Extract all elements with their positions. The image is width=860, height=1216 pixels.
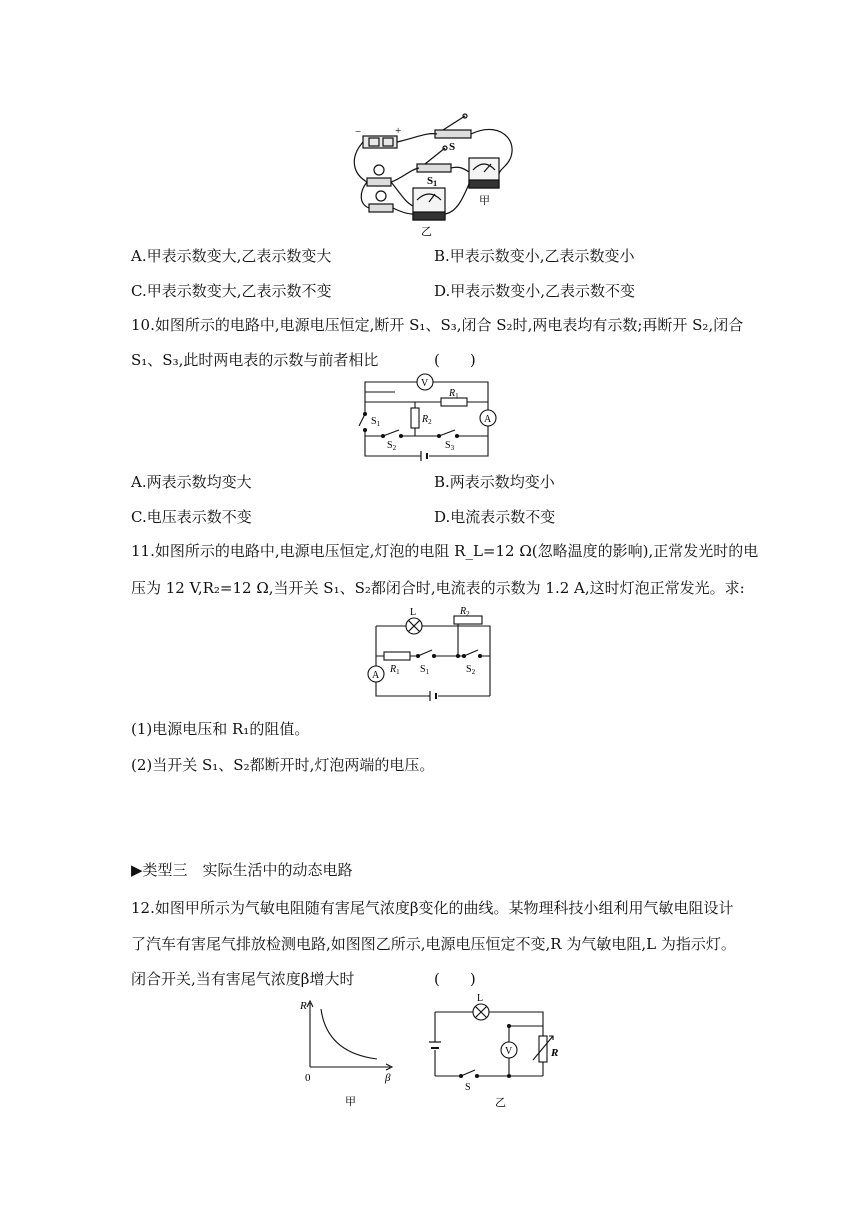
svg-text:R2 [421,414,432,426]
q12-stem-line1: 12.如图甲所示为气敏电阻随有害尾气浓度β变化的曲线。某物理科技小组利用气敏电阻设计 [131,899,734,917]
q9-switch-s-label: S [449,141,456,153]
q10-stem-line1: 10.如图所示的电路中,电源电压恒定,断开 S₁、S₃,闭合 S₂时,两电表均有示数;再断开 S₂,闭合 [131,316,744,334]
q11-circuit-diagram [362,606,497,702]
q9-meter-jia-label: 甲 [479,195,490,207]
q12-circuit-caption: 乙 [495,1097,506,1109]
q11-r2-sub: 2 [466,610,470,618]
svg-text:R2 [459,606,470,618]
q9-minus-label: − [355,126,362,138]
q10-option-b[interactable]: B.两表示数均变小 [434,473,555,491]
section-heading: ▶类型三 实际生活中的动态电路 [131,861,353,879]
q10-s1-label: S [371,416,377,427]
svg-text:S1 [371,416,381,428]
q12-circuit-diagram [425,990,565,1110]
q9-plus-label: + [395,125,402,137]
svg-text:S1 [420,664,430,676]
q10-r2-label: R [422,414,429,425]
svg-text:S3 [445,440,455,452]
q11-stem-line2: 压为 12 V,R₂=12 Ω,当开关 S₁、S₂都闭合时,电流表的示数为 1.2 A,这时灯泡正常发光。求: [131,579,745,597]
q11-lamp-label: L [410,607,417,618]
q12-lamp-label: L [477,993,484,1004]
q12-stem-line2: 了汽车有害尾气排放检测电路,如图图乙所示,电源电压恒定不变,R 为气敏电阻,L 为指示灯。 [131,935,736,953]
q11-s1-sub: 1 [425,668,430,676]
q11-ammeter-label: A [372,670,380,681]
q9-option-c[interactable]: C.甲表示数变大,乙表示数不变 [131,282,332,300]
q11-r2-label: R [460,606,467,617]
svg-text:R1 [448,388,459,400]
q9-meter-yi-label: 乙 [421,226,432,238]
q9-switch-s1-sub: 1 [433,179,438,188]
q10-answer-paren: ( ) [434,351,476,369]
q12-graph-figure [295,995,405,1110]
q10-voltmeter-label: V [421,378,429,389]
q10-r1-label: R [449,388,456,399]
svg-text:S1 [427,175,437,188]
q9-switch-s1-label: S [427,175,434,187]
q10-s3-label: S [445,440,451,451]
q9-option-b[interactable]: B.甲表示数变小,乙表示数变小 [434,247,635,265]
svg-text:R1 [389,664,400,676]
q11-r1-sub: 1 [396,668,400,676]
q12-resistor-label: R [551,1047,559,1059]
q10-stem-line2: S₁、S₃,此时两电表的示数与前者相比 [131,351,379,369]
q12-voltmeter-label: V [505,1046,513,1057]
q11-s2-label: S [466,664,472,675]
q11-s2-sub: 2 [471,668,476,676]
q10-s1-sub: 1 [376,420,381,428]
q12-switch-label: S [465,1082,471,1093]
q9-option-a[interactable]: A.甲表示数变大,乙表示数变大 [131,247,332,265]
q12-graph-caption: 甲 [345,1096,356,1108]
q9-option-d[interactable]: D.甲表示数变小,乙表示数不变 [434,282,636,300]
svg-text:S2 [387,440,397,452]
q10-circuit-diagram [355,372,505,464]
q10-s3-sub: 3 [450,444,455,452]
q10-s2-sub: 2 [392,444,397,452]
q10-r1-sub: 1 [455,392,459,400]
q11-stem-line1: 11.如图所示的电路中,电源电压恒定,灯泡的电阻 R_L=12 Ω(忽略温度的影响),正常发光时的电 [131,542,759,560]
q10-ammeter-label: A [484,414,492,425]
q12-graph-y-label: R [300,1000,307,1012]
q10-option-c[interactable]: C.电压表示数不变 [131,508,252,526]
q10-s2-label: S [387,440,393,451]
q12-graph-origin: 0 [305,1072,311,1084]
q12-stem-line3: 闭合开关,当有害尾气浓度β增大时 [131,970,355,988]
svg-text:S2 [466,664,476,676]
q11-subquestion-1: (1)电源电压和 R₁的阻值。 [131,720,310,738]
q12-answer-paren: ( ) [434,970,476,988]
q11-subquestion-2: (2)当开关 S₁、S₂都断开时,灯泡两端的电压。 [131,756,435,774]
q10-option-d[interactable]: D.电流表示数不变 [434,508,556,526]
q12-graph-x-label: β [385,1072,391,1084]
q9-apparatus-figure [345,108,525,238]
q10-r2-sub: 2 [428,418,432,426]
q11-s1-label: S [420,664,426,675]
q10-option-a[interactable]: A.两表示数均变大 [131,473,252,491]
q11-r1-label: R [390,664,397,675]
